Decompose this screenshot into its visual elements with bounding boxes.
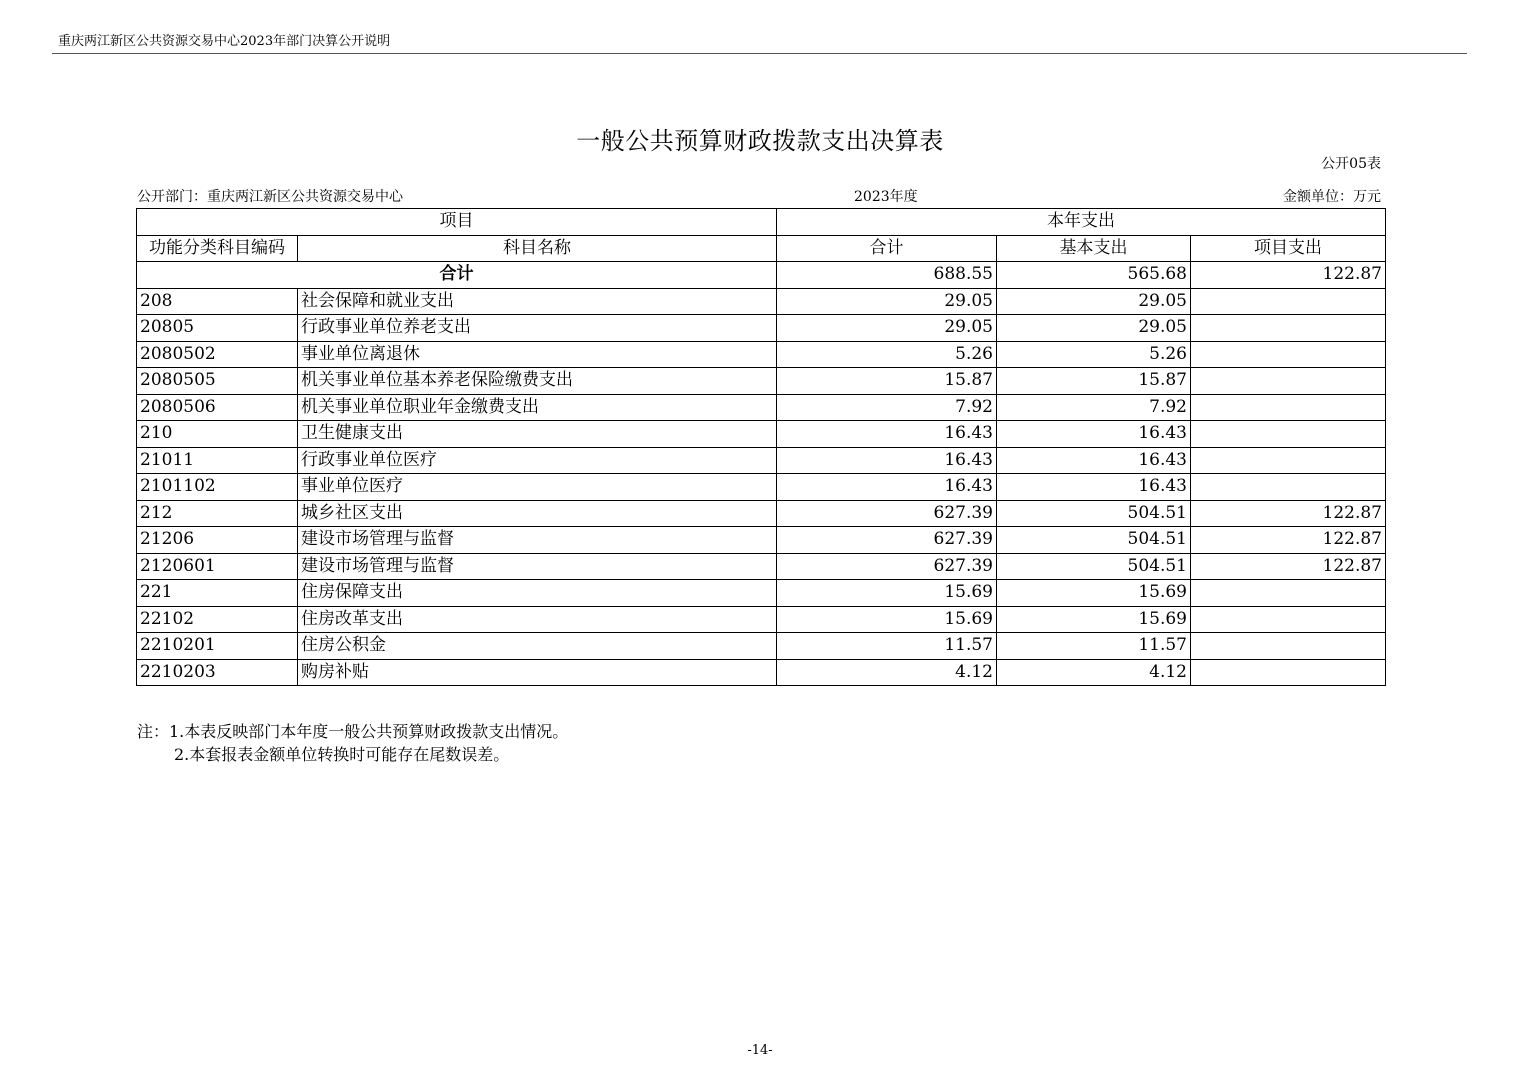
row-name: 机关事业单位职业年金缴费支出 <box>298 394 777 421</box>
row-basic: 7.92 <box>997 394 1191 421</box>
row-name: 建设市场管理与监督 <box>298 527 777 554</box>
department-label: 公开部门：重庆两江新区公共资源交易中心 <box>137 189 403 205</box>
header-item: 项目 <box>137 209 777 236</box>
table-row <box>137 474 1386 501</box>
row-name: 社会保障和就业支出 <box>298 288 777 315</box>
row-total: 16.43 <box>777 421 997 448</box>
table-row <box>137 447 1386 474</box>
total-project: 122.87 <box>1191 262 1386 289</box>
row-total: 627.39 <box>777 527 997 554</box>
row-basic: 504.51 <box>997 500 1191 527</box>
header-row-1 <box>137 209 1386 236</box>
row-code: 212 <box>137 500 298 527</box>
row-total: 29.05 <box>777 288 997 315</box>
table-row <box>137 606 1386 633</box>
row-code: 20805 <box>137 315 298 342</box>
row-name: 购房补贴 <box>298 659 777 686</box>
note-1: 注：1.本表反映部门本年度一般公共预算财政拨款支出情况。 <box>137 722 569 741</box>
row-name: 住房改革支出 <box>298 606 777 633</box>
row-code: 221 <box>137 580 298 607</box>
row-total: 5.26 <box>777 341 997 368</box>
table-row <box>137 394 1386 421</box>
total-basic: 565.68 <box>997 262 1191 289</box>
row-code: 2210201 <box>137 633 298 660</box>
row-code: 2080502 <box>137 341 298 368</box>
header-current-year: 本年支出 <box>777 209 1386 236</box>
row-code: 210 <box>137 421 298 448</box>
table-row <box>137 527 1386 554</box>
row-name: 住房保障支出 <box>298 580 777 607</box>
expenditure-table <box>136 208 1386 686</box>
row-project: 122.87 <box>1191 553 1386 580</box>
row-basic: 4.12 <box>997 659 1191 686</box>
row-name: 机关事业单位基本养老保险缴费支出 <box>298 368 777 395</box>
table-row <box>137 341 1386 368</box>
row-basic: 504.51 <box>997 527 1191 554</box>
row-project <box>1191 659 1386 686</box>
col-header-basic: 基本支出 <box>997 235 1191 262</box>
table-row <box>137 633 1386 660</box>
table-row <box>137 553 1386 580</box>
row-total: 15.69 <box>777 606 997 633</box>
row-total: 7.92 <box>777 394 997 421</box>
page-number: -14- <box>747 1043 773 1058</box>
row-total: 627.39 <box>777 553 997 580</box>
table-body <box>137 209 1386 686</box>
row-project <box>1191 633 1386 660</box>
document-header: 重庆两江新区公共资源交易中心2023年部门决算公开说明 <box>58 34 391 49</box>
row-project <box>1191 288 1386 315</box>
col-header-total: 合计 <box>777 235 997 262</box>
row-project <box>1191 447 1386 474</box>
row-total: 15.69 <box>777 580 997 607</box>
amount-unit: 金额单位：万元 <box>1283 189 1381 205</box>
row-code: 2120601 <box>137 553 298 580</box>
total-row <box>137 262 1386 289</box>
row-basic: 15.69 <box>997 606 1191 633</box>
table-row <box>137 288 1386 315</box>
row-total: 627.39 <box>777 500 997 527</box>
row-name: 住房公积金 <box>298 633 777 660</box>
col-header-name: 科目名称 <box>298 235 777 262</box>
col-header-project: 项目支出 <box>1191 235 1386 262</box>
table-row <box>137 315 1386 342</box>
note-2: 2.本套报表金额单位转换时可能存在尾数误差。 <box>174 745 510 764</box>
row-name: 城乡社区支出 <box>298 500 777 527</box>
row-code: 22102 <box>137 606 298 633</box>
row-code: 2080506 <box>137 394 298 421</box>
table-row <box>137 580 1386 607</box>
row-project <box>1191 421 1386 448</box>
table-number: 公开05表 <box>1321 156 1381 172</box>
row-project <box>1191 315 1386 342</box>
row-project <box>1191 368 1386 395</box>
row-basic: 29.05 <box>997 288 1191 315</box>
row-project: 122.87 <box>1191 500 1386 527</box>
row-basic: 15.69 <box>997 580 1191 607</box>
row-name: 事业单位医疗 <box>298 474 777 501</box>
row-basic: 5.26 <box>997 341 1191 368</box>
table-row <box>137 659 1386 686</box>
fiscal-year: 2023年度 <box>854 189 918 205</box>
total-label: 合计 <box>137 262 777 289</box>
row-project <box>1191 606 1386 633</box>
header-rule <box>52 53 1467 54</box>
total-total: 688.55 <box>777 262 997 289</box>
row-project <box>1191 474 1386 501</box>
row-name: 事业单位离退休 <box>298 341 777 368</box>
row-basic: 11.57 <box>997 633 1191 660</box>
row-name: 卫生健康支出 <box>298 421 777 448</box>
row-project: 122.87 <box>1191 527 1386 554</box>
row-total: 16.43 <box>777 447 997 474</box>
table-row <box>137 500 1386 527</box>
row-project <box>1191 580 1386 607</box>
table-row <box>137 368 1386 395</box>
row-basic: 16.43 <box>997 421 1191 448</box>
col-header-code: 功能分类科目编码 <box>137 235 298 262</box>
row-total: 15.87 <box>777 368 997 395</box>
row-basic: 16.43 <box>997 474 1191 501</box>
row-code: 2101102 <box>137 474 298 501</box>
header-row-2 <box>137 235 1386 262</box>
row-code: 21206 <box>137 527 298 554</box>
row-code: 208 <box>137 288 298 315</box>
row-code: 21011 <box>137 447 298 474</box>
row-basic: 15.87 <box>997 368 1191 395</box>
page-title: 一般公共预算财政拨款支出决算表 <box>576 127 944 155</box>
row-project <box>1191 394 1386 421</box>
row-basic: 504.51 <box>997 553 1191 580</box>
row-code: 2080505 <box>137 368 298 395</box>
row-name: 行政事业单位养老支出 <box>298 315 777 342</box>
row-total: 11.57 <box>777 633 997 660</box>
row-name: 建设市场管理与监督 <box>298 553 777 580</box>
row-basic: 29.05 <box>997 315 1191 342</box>
row-project <box>1191 341 1386 368</box>
row-total: 16.43 <box>777 474 997 501</box>
row-total: 4.12 <box>777 659 997 686</box>
row-basic: 16.43 <box>997 447 1191 474</box>
table-row <box>137 421 1386 448</box>
row-code: 2210203 <box>137 659 298 686</box>
row-name: 行政事业单位医疗 <box>298 447 777 474</box>
row-total: 29.05 <box>777 315 997 342</box>
